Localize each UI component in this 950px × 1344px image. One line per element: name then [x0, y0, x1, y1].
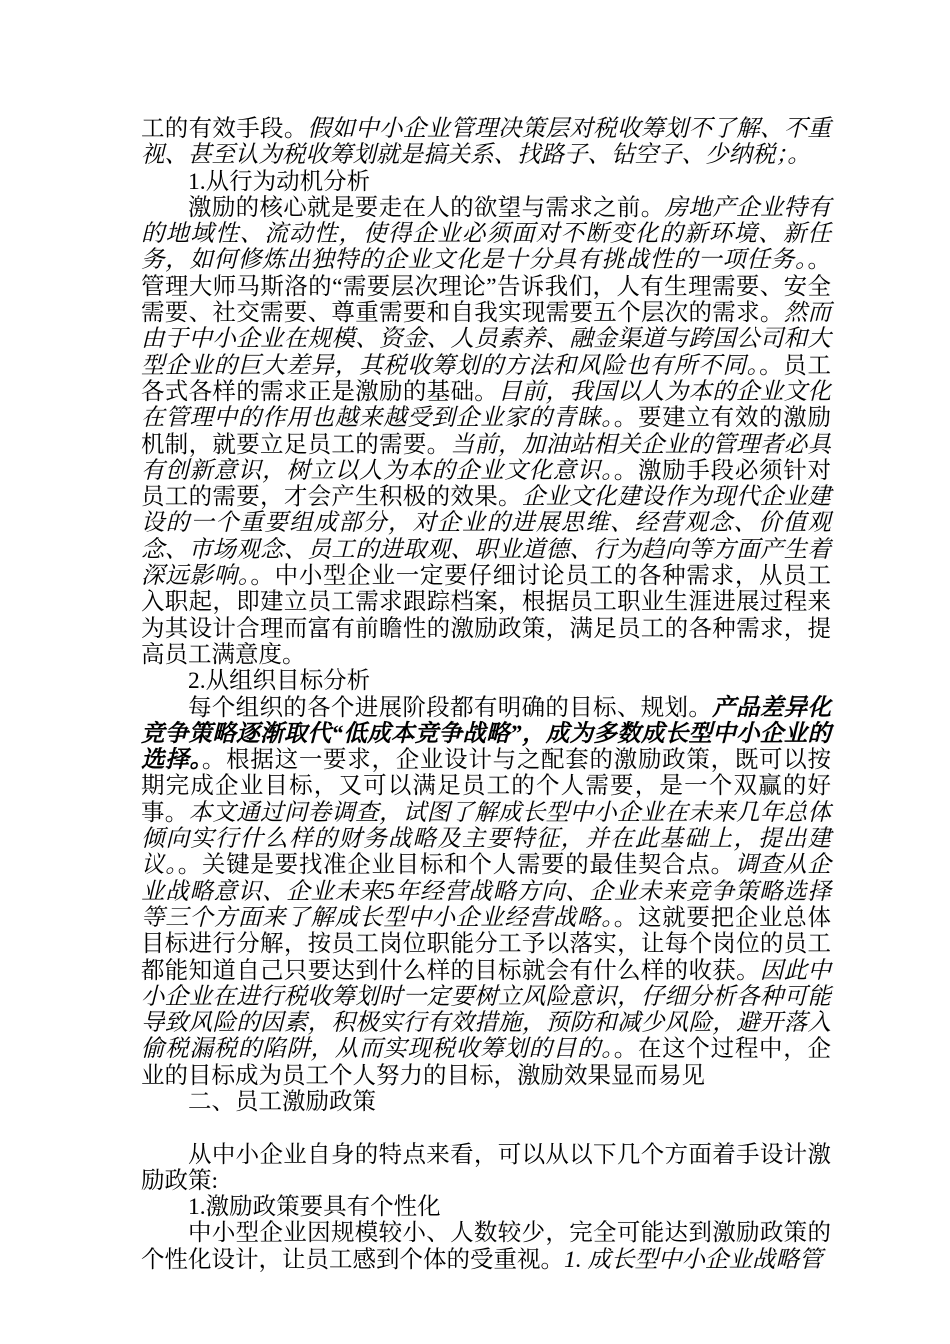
paragraph: [141, 195, 831, 668]
text-run: 。员工各式各样的需求正是激励的基础。: [141, 352, 832, 405]
text-run: 当前，加油站相关企业的管理者必具有创新意识，树立以人为本的企业文化意识。: [141, 431, 832, 484]
blank-line: [141, 1115, 831, 1141]
text-run: 激励的核心就是要走在人的欲望与需求之前。: [188, 194, 665, 221]
paragraph: [141, 668, 831, 694]
text-run: 从中小企业自身的特点来看，可以从以下几个方面着手设计激励政策:: [141, 1141, 831, 1194]
text-run: 。根据这一要求，企业设计与之配套的激励政策，既可以按期完成企业目标，又可以满足员工的个人需要，是一个双赢的好事。: [141, 747, 832, 826]
text-run: 本文通过问卷调查，试图了解成长型中小企业在未来几年总体倾向实行什么样的财务战略及主要特征，并在此基础上，提出建议。: [141, 799, 832, 879]
text-run: 二、员工激励政策: [188, 1088, 376, 1115]
text-run: 。中小型企业一定要仔细讨论员工的各种需求，从员工入职起，即建立员工需求跟踪档案，根据员工职业生涯进展过程来为其设计合理而富有前瞻性的激励政策，满足员工的各种需求，提高员工满意度。: [141, 563, 832, 668]
text-run: 目前，我国以人为本的企业文化在管理中的作用也越来越受到企业家的青睐。: [141, 378, 832, 432]
text-run: 产品差异化竞争策略逐渐取代“低成本竞争战略”，成为多数成长型中小企业的选择。: [141, 694, 832, 774]
text-run: 每个组织的各个进展阶段都有明确的目标、规划。: [188, 694, 713, 721]
text-run: 。激励手段必须针对员工的需要，才会产生积极的效果。: [141, 457, 832, 511]
text-run: 企业文化建设作为现代企业建设的一个重要组成部分，对企业的进展思维、经营观念、价值观念、市场观念、员工的进取观、职业道德、行为趋向等方面产生着深远影响。: [141, 484, 832, 590]
paragraph: [141, 1194, 831, 1220]
text-run: 。要建立有效的激励机制，就要立足员工的需要。: [141, 405, 832, 458]
text-run: 2.从组织目标分析: [188, 668, 371, 695]
paragraph: [141, 1142, 831, 1195]
text-run: 因此中小企业在进行税收筹划时一定要树立风险意识，仔细分析各种可能导致风险的因素，积极实行有效措施，预防和减少风险，避开落入偷税漏税的陷阱，从而实现税收筹划的目的。: [141, 957, 832, 1063]
text-run: 假如中小企业管理决策层对税收筹划不了解、不重视、甚至认为税收筹划就是搞关系、找路子、钻空子、少纳税；。: [141, 116, 831, 169]
text-run: 1.从行为动机分析: [188, 168, 371, 195]
paragraph: [141, 695, 831, 1089]
paragraph: [141, 116, 831, 169]
text-run: 中小型企业因规模较小、人数较少，完全可能达到激励政策的个性化设计，让员工感到个体的受重视。: [141, 1220, 831, 1273]
text-run: 。在这个过程中，企业的目标成为员工个人努力的目标，激励效果显而易见: [141, 1036, 832, 1089]
text-run: 。管理大师马斯洛的“需要层次理论”告诉我们，人有生理需要、安全需要、社交需要、尊重需要和自我实现需要五个层次的需求。: [141, 247, 831, 327]
paragraph: [141, 169, 831, 195]
text-run: 。关键是要找准企业目标和个人需要的最佳契合点。: [177, 852, 735, 879]
text-run: 。这就要把企业总体目标进行分解，按员工岗位职能分工予以落实，让每个岗位的员工都能知道自己只要达到什么样的目标就会有什么样的收获。: [141, 904, 832, 984]
document-body: [141, 116, 831, 1273]
text-run: 1.激励政策要具有个性化: [188, 1194, 441, 1221]
paragraph: [141, 1089, 831, 1115]
text-run: 房地产企业特有的地域性、流动性，使得企业必须面对不断变化的新环境、新任务，如何修炼出独特的企业文化是十分具有挑战性的一项任务。: [141, 194, 832, 274]
text-run: 工的有效手段。: [141, 116, 308, 142]
text-run: 然而由于中小企业在规模、资金、人员素养、融金渠道与跨国公司和大型企业的巨大差异，其税收筹划的方法和风险也有所不同。: [141, 300, 832, 379]
text-run: 1. 成长型中小企业战略管: [564, 1246, 823, 1273]
paragraph: [141, 1220, 831, 1273]
text-run: 调查从企业战略意识、企业未来5年经营战略方向、企业未来竞争策略选择等三个方面来了解成长型中小企业经营战略。: [141, 852, 832, 931]
